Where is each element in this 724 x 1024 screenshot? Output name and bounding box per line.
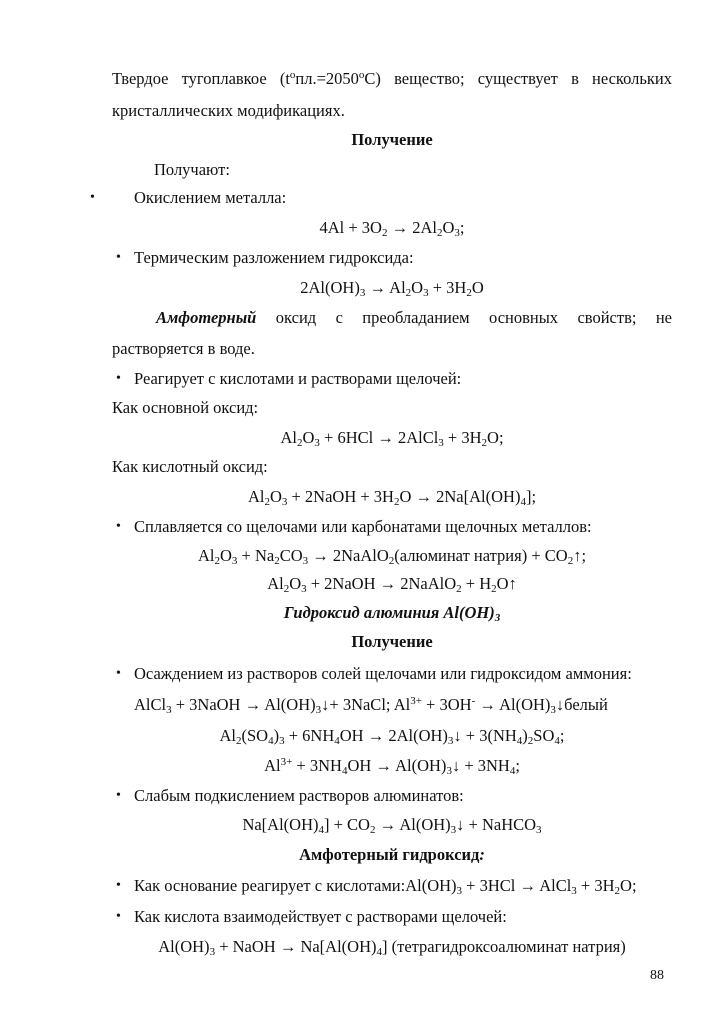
equation-3: $Al_2O_3 + 6HCl$ → 2AlCl$_3$ + $3H_2O$; xyxy=(280,428,504,449)
equation-11: $Al(OH)_3$ + NaOH → $Na[Al(OH)_4]$ (тетрагидроксоалюминат натрия) xyxy=(158,937,626,958)
text-obtained: Получают: xyxy=(154,160,230,179)
equation-9: $Al^{3+} + 3NH_4OH$ → $Al(OH)_3↓ + 3NH_4$; xyxy=(264,756,520,777)
bullet: • xyxy=(90,190,95,205)
text-acidic-oxide: Как кислотный оксид: xyxy=(112,457,268,476)
heading-aluminum-hydroxide: Гидроксид алюминия $Al(OH)_3$ xyxy=(283,603,501,624)
list-item-as-base: Как основание реагирует с $кислотами:Al(OH)_3 + 3HCl$ → AlCl$_3$ + $3H_2O$; xyxy=(134,876,637,897)
list-item-reacts: Реагирует с кислотами и растворами щелочей: xyxy=(134,369,462,388)
bullet: • xyxy=(116,519,121,534)
paragraph-line-2: кристаллических модификациях. xyxy=(112,101,345,120)
equation-10: $Na[Al(OH)_4] + CO_2$ → $Al(OH)_3↓$ + NaHCO$_3$ xyxy=(242,815,542,836)
bullet: • xyxy=(116,371,121,386)
equation-4: $Al_2O_3$ + 2NaOH + $3H_2O \to 2Na[Al(OH)_4]$; xyxy=(247,487,537,508)
list-item-thermal: Термическим разложением гидроксида: xyxy=(134,248,414,267)
list-item-as-acid: Как кислота взаимодействует с растворами щелочей: xyxy=(134,907,507,926)
paragraph-line-1: Твердое тугоплавкое $(t^опл.=2050^оС)$ вещество; существует в нескольких xyxy=(112,69,672,88)
text-basic-oxide: Как основной оксид: xyxy=(112,398,259,417)
list-item-acidification: Слабым подкислением растворов алюминатов: xyxy=(134,786,464,805)
page-number: 88 xyxy=(650,968,664,983)
equation-7: AlCl$_3$ + 3NaOH → $Al(OH)_3↓+$ 3NaCl; $Al^{3+} + 3OH^-$ → $Al(OH)_3↓белый$ xyxy=(134,695,608,716)
bullet: • xyxy=(116,788,121,803)
bullet: • xyxy=(116,666,121,681)
bullet: • xyxy=(116,878,121,893)
paragraph-amphoteric: Амфотерный оксид с преобладанием основных свойств; не xyxy=(156,308,672,327)
paragraph-amphoteric-cont: растворяется в воде. xyxy=(112,339,255,358)
equation-6: $Al_2O_3$ + 2NaOH → 2NaAlO$_2$ + $H_2O↑$ xyxy=(267,574,517,595)
bullet: • xyxy=(116,909,121,924)
equation-2: $2Al(OH)_3 \to Al_2O_3 + 3H_2O$ xyxy=(300,278,484,299)
equation-8: $Al_2(SO_4)_3 + 6NH_4OH$ → $2Al(OH)_3↓ + 3(NH_4)_2SO_4$; xyxy=(219,726,565,747)
equation-5: $Al_2O_3 + Na_2CO_3$ → 2NaAlO$_2$(алюминат натрия) + $CO_2↑$; xyxy=(197,546,587,567)
heading-obtaining-1: Получение xyxy=(351,130,433,149)
heading-amphoteric-hydroxide: Амфотерный гидроксид: xyxy=(299,845,485,864)
list-item-fuses: Сплавляется со щелочами или карбонатами щелочных металлов: xyxy=(134,517,592,536)
bullet: • xyxy=(116,250,121,265)
list-item-precipitation: Осаждением из растворов солей щелочами или гидроксидом аммония: xyxy=(134,664,632,683)
equation-1: $4Al + 3O_2 \to 2Al_2O_3$; xyxy=(319,218,465,239)
list-item-oxidation: Окислением металла: xyxy=(134,188,287,207)
heading-obtaining-2: Получение xyxy=(351,632,433,651)
